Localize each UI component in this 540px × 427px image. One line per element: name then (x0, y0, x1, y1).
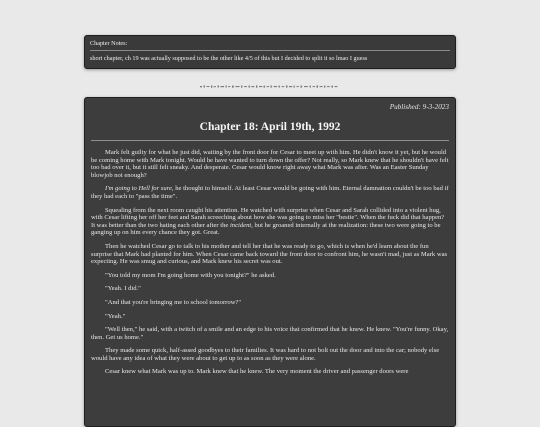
decorative-divider (200, 83, 340, 91)
story-paragraph (91, 368, 449, 376)
story-paragraph (91, 243, 449, 266)
ornament-icon (200, 83, 340, 91)
chapter-notes-box (84, 35, 456, 69)
chapter-body (91, 149, 449, 376)
story-paragraph (91, 326, 449, 341)
paragraph-text: "And that you're bringing me to school tomorrow?" (105, 298, 242, 306)
story-paragraph (91, 313, 449, 321)
paragraph-text: Then he watched Cesar go to talk to his mother and tell her that he was ready to go, which is when he'd learn about the fun surprise that Mark had planted for him. When Cesar came back toward the front door to confront him, he wasn't mad, just as Mark was expecting. He was smug and curious, and Mark knew his secret was out. (91, 242, 448, 266)
paragraph-text: "Well then," he said, with a twitch of a smile and an edge to his voice that confirmed that he knew. He knew. "You're funny. Okay, then. Get us home." (91, 326, 449, 341)
chapter-notes-heading: Chapter Notes: (90, 40, 450, 51)
paragraph-text: They made some quick, half-assed goodbyes to their families. It was hard to not bolt out the door and into the car; nobody else would have any idea of what they were about to get up to as soon as they were alone. (91, 347, 440, 362)
paragraph-text: "Yeah." (105, 312, 126, 320)
published-date: Published: 9-3-2023 (389, 103, 449, 111)
title-divider (91, 140, 449, 141)
paragraph-text: "Yeah. I did." (105, 285, 141, 293)
paragraph-text: Mark felt guilty for what he just did, waiting by the front door for Cesar to meet up with him. He didn't know it yet, but he would be coming home with Mark tonight. Would he have wanted to turn down the offer? Not really, so Mark knew that he shouldn't have felt too bad over it, but it still felt sneaky. And desperate. Cesar would know right away what Mark was after. Was an Easter Sunday blowjob not enough? (91, 149, 449, 179)
paragraph-text: "You told my mom I'm going home with you tonight?" he asked. (105, 271, 276, 279)
chapter-title: Chapter 18: April 19th, 1992 (199, 121, 341, 133)
story-paragraph (91, 347, 449, 362)
story-paragraph (91, 272, 449, 280)
italic-text: incident, (229, 221, 253, 229)
paragraph-text: he thought to himself. At least Cesar would be going with him. Eternal damnation couldn't be too bad if they had each to "pass the time". (91, 185, 449, 200)
chapter-box (84, 97, 456, 427)
story-paragraph (91, 207, 449, 237)
story-paragraph (91, 285, 449, 293)
story-paragraph (91, 299, 449, 307)
paragraph-text: but he groaned internally at the realization: these two were going to be ganging up on him every chance they got. Great. (91, 221, 441, 237)
paragraph-text: Squealing from the next room caught his attention. He watched with surprise when Cesar and Sarah collided into a violent hug, with Cesar lifting her off her feet and Sarah screeching about how she was going to miss her "bestie". When the fuck did that happen? It was better than the two hating each other after the (91, 206, 445, 229)
story-paragraph (91, 185, 449, 200)
story-paragraph (91, 149, 449, 179)
italic-text: I'm going to Hell for sure, (105, 185, 174, 193)
paragraph-text: Cesar knew what Mark was up to. Mark knew that he knew. The very moment the driver and passenger doors were (105, 368, 409, 376)
chapter-notes-text: short chapter, ch 19 was actually supposed to be the other like 4/5 of this but I decided to split it so lmao I guess (90, 55, 368, 62)
